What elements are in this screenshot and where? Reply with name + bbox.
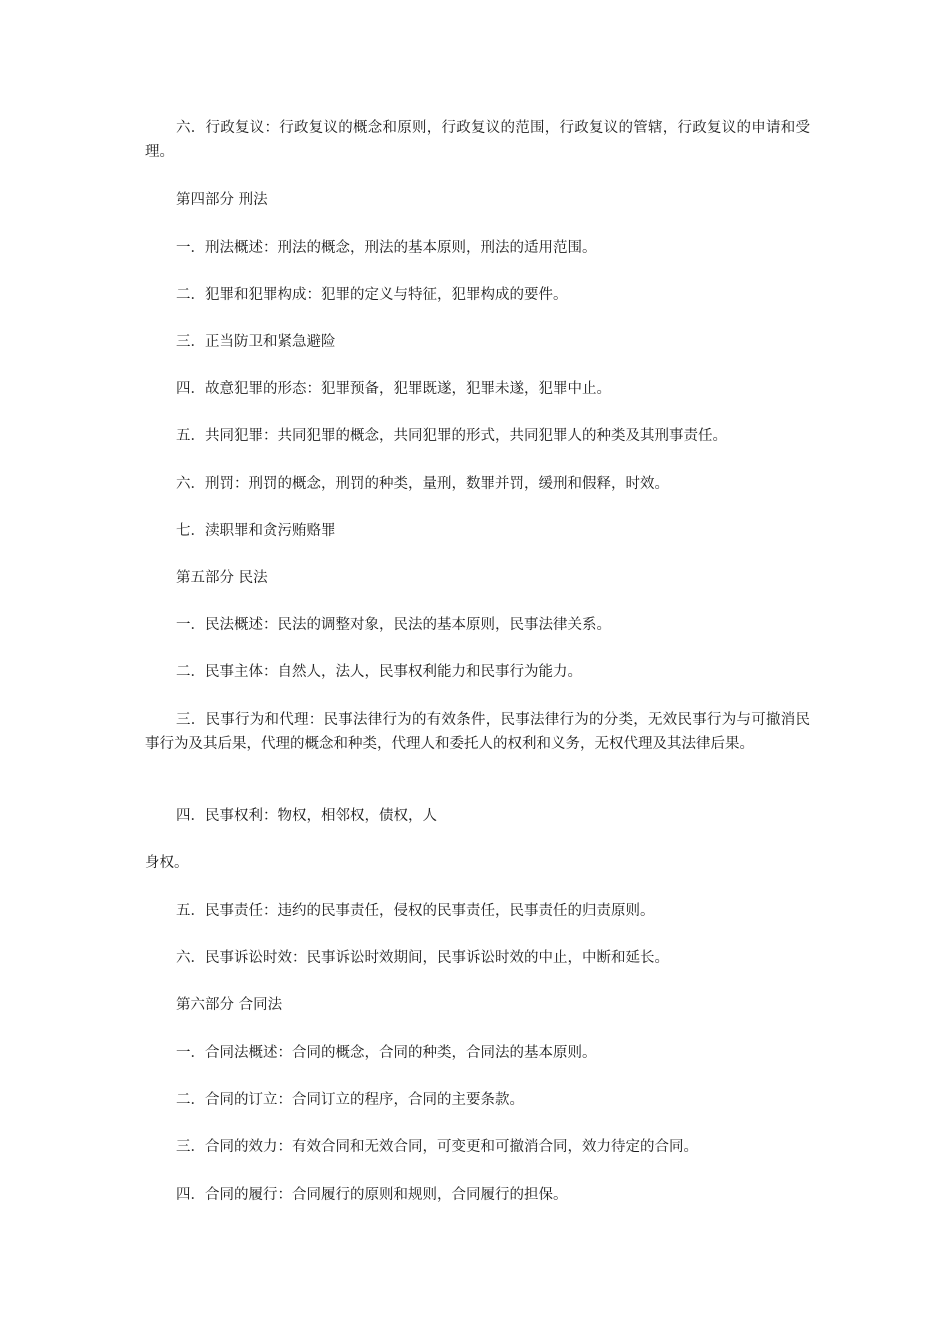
paragraph-self-defense: 三．正当防卫和紧急避险 — [176, 334, 336, 350]
paragraph-civil-liability: 五．民事责任：违约的民事责任，侵权的民事责任，民事责任的归责原则。 — [176, 903, 655, 919]
paragraph-contract-performance: 四．合同的履行：合同履行的原则和规则，合同履行的担保。 — [176, 1187, 568, 1203]
paragraph-civil-rights: 四．民事权利：物权，相邻权，债权，人 — [176, 808, 437, 824]
paragraph-civil-subjects: 二．民事主体：自然人，法人，民事权利能力和民事行为能力。 — [176, 664, 582, 680]
paragraph-contract-overview: 一．合同法概述：合同的概念，合同的种类，合同法的基本原则。 — [176, 1045, 597, 1061]
paragraph-punishment: 六．刑罚：刑罚的概念，刑罚的种类，量刑，数罪并罚，缓刑和假释，时效。 — [176, 476, 669, 492]
section-heading-criminal-law: 第四部分 刑法 — [176, 192, 268, 208]
paragraph-civil-overview: 一．民法概述：民法的调整对象，民法的基本原则，民事法律关系。 — [176, 617, 611, 633]
paragraph-limitation-period: 六．民事诉讼时效：民事诉讼时效期间，民事诉讼时效的中止，中断和延长。 — [176, 950, 669, 966]
paragraph-malfeasance: 七．渎职罪和贪污贿赂罪 — [176, 523, 336, 539]
paragraph-criminal-overview: 一．刑法概述：刑法的概念，刑法的基本原则，刑法的适用范围。 — [176, 240, 597, 256]
paragraph-contract-formation: 二．合同的订立：合同订立的程序，合同的主要条款。 — [176, 1092, 524, 1108]
paragraph-crime-constitution: 二．犯罪和犯罪构成：犯罪的定义与特征，犯罪构成的要件。 — [176, 287, 568, 303]
paragraph-contract-validity: 三．合同的效力：有效合同和无效合同，可变更和可撤消合同，效力待定的合同。 — [176, 1139, 698, 1155]
paragraph-intentional-crime: 四．故意犯罪的形态：犯罪预备，犯罪既遂，犯罪未遂，犯罪中止。 — [176, 381, 611, 397]
paragraph-admin-review: 六．行政复议：行政复议的概念和原则，行政复议的范围，行政复议的管辖，行政复议的申请和受理。 — [145, 120, 810, 160]
section-heading-contract-law: 第六部分 合同法 — [176, 997, 283, 1013]
paragraph-civil-rights-continued: 身权。 — [145, 855, 189, 871]
paragraph-civil-acts-agency: 三．民事行为和代理：民事法律行为的有效条件，民事法律行为的分类，无效民事行为与可撤消民事行为及其后果，代理的概念和种类，代理人和委托人的权利和义务，无权代理及其法律后果。 — [145, 712, 810, 752]
section-heading-civil-law: 第五部分 民法 — [176, 570, 268, 586]
paragraph-joint-crime: 五．共同犯罪：共同犯罪的概念，共同犯罪的形式，共同犯罪人的种类及其刑事责任。 — [176, 428, 727, 444]
